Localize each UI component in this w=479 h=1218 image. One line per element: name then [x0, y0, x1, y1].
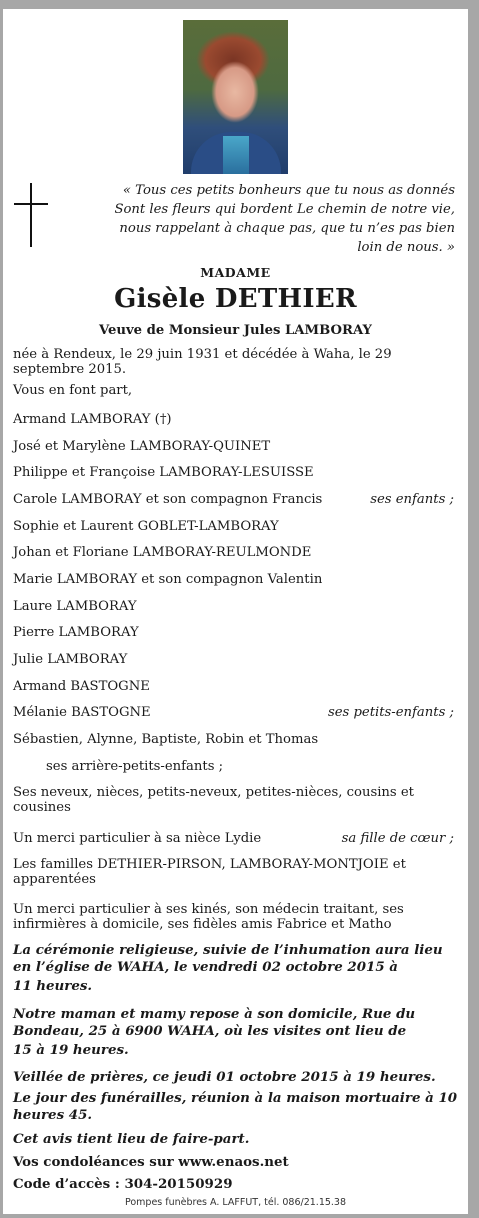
portrait-photo [183, 20, 288, 174]
quote-line: nous rappelant à chaque pas, que tu n’es pas bien [119, 221, 455, 236]
child-entry: Carole LAMBORAY et son compagnon Francis [13, 492, 323, 507]
ceremony-line: La cérémonie religieuse, suivie de l’inhumation aura lieu en l’église de WAHA, le vendredi 02 octobre 2015 à [13, 942, 443, 975]
grandchild-entry: Sophie et Laurent GOBLET-LAMBORAY [13, 519, 279, 534]
obituary-card [3, 9, 468, 1214]
families-entry: Les familles DETHIER-PIRSON, LAMBORAY-MONTJOIE et apparentées [13, 857, 406, 887]
visitation-info [13, 1006, 461, 1059]
grandchild-entry: Mélanie BASTOGNE [13, 705, 151, 720]
child-entry: Armand LAMBORAY (†) [13, 412, 172, 427]
access-code-line: Code d’accès : 304-20150929 [13, 1176, 233, 1192]
condolences-line: Vos condoléances sur www.enaos.net [13, 1154, 289, 1170]
deceased-name: Gisèle DETHIER [114, 284, 357, 314]
grandchild-entry: Pierre LAMBORAY [13, 625, 139, 640]
ceremony-line: 11 heures. [13, 978, 93, 994]
relatives-entry: Ses neveux, nièces, petits-neveux, petites-nièces, cousins et cousines [13, 785, 414, 815]
quote-line: « Tous ces petits bonheurs que tu nous as donnés [122, 183, 455, 198]
announcement-line: Vous en font part, [13, 383, 133, 398]
grandchild-entry: Johan et Floriane LAMBORAY-REULMONDE [13, 545, 312, 560]
quote-line: loin de nous. » [357, 240, 455, 255]
notice-note: Cet avis tient lieu de faire-part. [13, 1131, 250, 1147]
grandchild-entry: Laure LAMBORAY [13, 599, 137, 614]
honorific: MADAME [200, 265, 271, 280]
great-grandchildren-role: ses arrière-petits-enfants ; [46, 759, 224, 774]
child-entry: José et Marylène LAMBORAY-QUINET [13, 439, 271, 454]
portrait-shirt [223, 136, 249, 174]
quote-line: Sont les fleurs qui bordent Le chemin de notre vie, [114, 202, 455, 217]
grandchild-entry: Armand BASTOGNE [13, 679, 150, 694]
birth-death-info: née à Rendeux, le 29 juin 1931 et décédée à Waha, le 29 septembre 2015. [13, 347, 392, 377]
child-entry: Philippe et Françoise LAMBORAY-LESUISSE [13, 465, 314, 480]
vigil-info: Veillée de prières, ce jeudi 01 octobre 2015 à 19 heures. [13, 1069, 436, 1085]
widow-of: Veuve de Monsieur Jules LAMBORAY [99, 323, 372, 338]
funeral-day-info: Le jour des funérailles, réunion à la maison mortuaire à 10 heures 45. [13, 1090, 458, 1123]
grandchild-entry: Marie LAMBORAY et son compagnon Valentin [13, 572, 323, 587]
great-grandchildren-entry: Sébastien, Alynne, Baptiste, Robin et Thomas [13, 732, 319, 747]
grandchildren-role: ses petits-enfants ; [327, 705, 454, 720]
visitation-line: Notre maman et mamy repose à son domicile, Rue du Bondeau, 25 à 6900 WAHA, où les visites ont lieu de [13, 1006, 416, 1039]
ceremony-info [13, 942, 461, 995]
grandchild-entry: Julie LAMBORAY [13, 652, 128, 667]
visitation-line: 15 à 19 heures. [13, 1042, 129, 1058]
funeral-home-footer: Pompes funèbres A. LAFFUT, tél. 086/21.15.38 [124, 1197, 347, 1208]
epitaph-quote [99, 181, 455, 257]
cross-icon [14, 183, 48, 247]
children-role: ses enfants ; [370, 492, 454, 507]
niece-entry: Un merci particulier à sa nièce Lydie [13, 831, 262, 846]
thanks-entry: Un merci particulier à ses kinés, son médecin traitant, ses infirmières à domicile, ses fidèles amis Fabrice et Matho [13, 902, 404, 932]
niece-role: sa fille de cœur ; [341, 831, 454, 846]
